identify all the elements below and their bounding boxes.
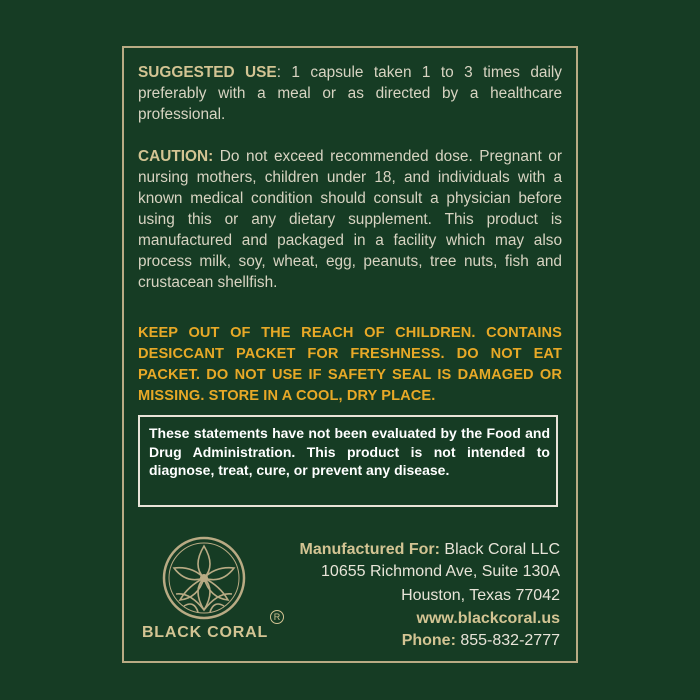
manufactured-for-line	[240, 539, 560, 561]
website-link[interactable]: www.blackcoral.us	[416, 610, 560, 627]
manufactured-for-label: Manufactured For:	[299, 541, 440, 558]
phone-line	[240, 630, 560, 652]
left-border-line	[122, 46, 124, 663]
phone-label: Phone:	[401, 632, 456, 649]
fda-disclaimer-text: These statements have not been evaluated by the Food and Drug Administration. This product is not intended to diagnose, treat, cure, or prevent any disease.	[149, 425, 550, 479]
bottom-border-line	[122, 661, 578, 663]
brand-name: BLACK CORAL	[141, 624, 269, 641]
right-border-line	[576, 46, 578, 663]
company-name: Black Coral LLC	[439, 541, 560, 558]
phone-number: 855-832-2777	[455, 632, 560, 649]
address-line-1: 10655 Richmond Ave, Suite 130A	[321, 563, 560, 580]
warning-text: KEEP OUT OF THE REACH OF CHILDREN. CONTAINS DESICCANT PACKET FOR FRESHNESS. DO NOT EAT PACKET. DO NOT USE IF SAFETY SEAL IS DAMAGED OR MISSING. STORE IN A COOL, DRY PLACE.	[138, 325, 562, 404]
address-line-2: Houston, Texas 77042	[401, 587, 560, 604]
suggested-use-text: : 1 capsule taken 1 to 3 times daily preferably with a meal or as directed by a healthcare professional.	[138, 64, 562, 123]
suggested-use-paragraph	[138, 62, 562, 125]
black-coral-logo-icon	[162, 536, 246, 620]
caution-paragraph	[138, 146, 562, 293]
top-border-line	[122, 46, 578, 48]
suggested-use-label: SUGGESTED USE	[138, 64, 277, 81]
fda-disclaimer-box	[138, 415, 558, 507]
registered-mark: R	[270, 610, 284, 624]
caution-text: Do not exceed recommended dose. Pregnant or nursing mothers, children under 18, and individuals with a known medical condition should consult a physician before using this or any dietary supplement. This product is manufactured and packaged in a facility which may also process milk, soy, wheat, egg, peanuts, tree nuts, fish and crustacean shellfish.	[138, 148, 562, 291]
caution-label: CAUTION:	[138, 148, 214, 165]
